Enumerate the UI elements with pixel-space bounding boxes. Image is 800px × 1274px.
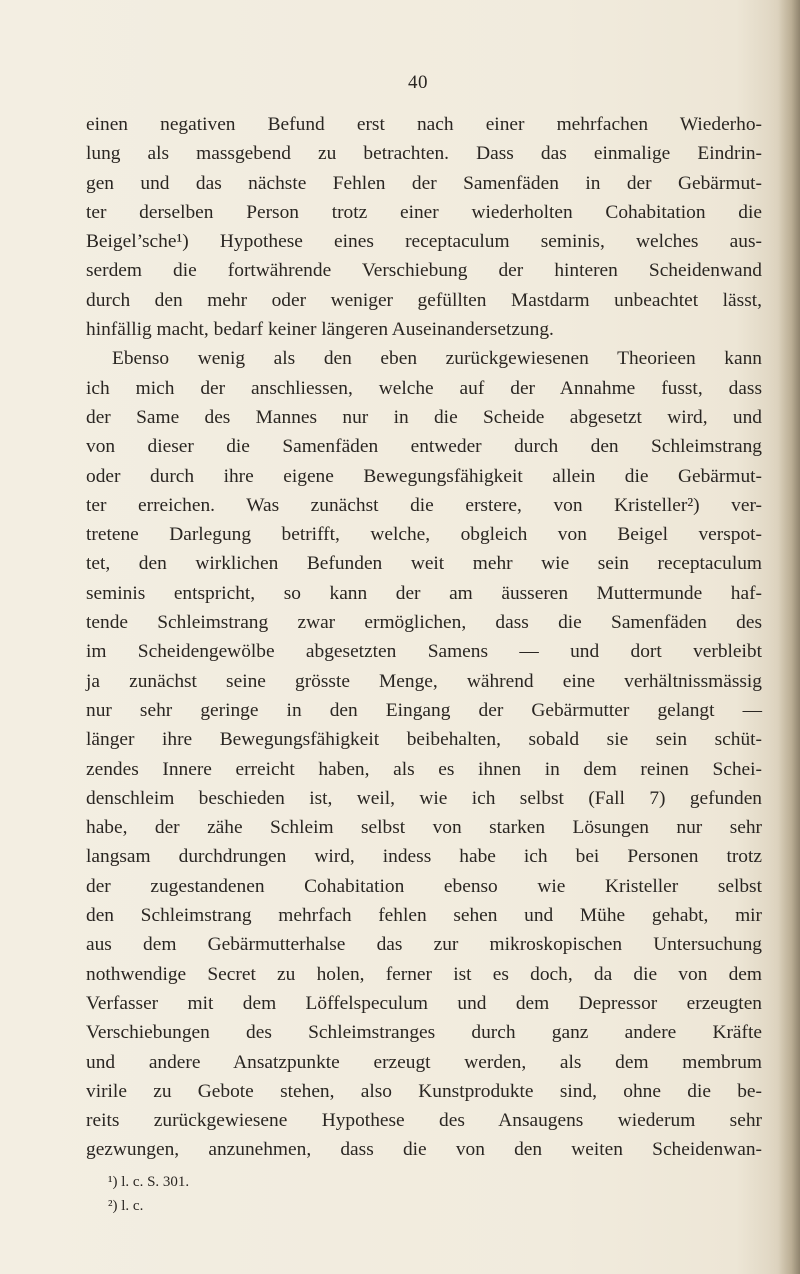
text-line: tet, den wirklichen Befunden weit mehr wie sein receptaculum	[86, 553, 762, 575]
text-line: der zugestandenen Cohabitation ebenso wie Kristeller selbst	[86, 875, 762, 897]
footnotes	[108, 1170, 189, 1218]
text-line: durch den mehr oder weniger gefüllten Mastdarm unbeachtet lässt,	[86, 289, 762, 311]
footnote-2: ²) l. c.	[108, 1198, 144, 1214]
text-line: den Schleimstrang mehrfach fehlen sehen und Mühe gehabt, mir	[86, 905, 762, 927]
text-line: oder durch ihre eigene Bewegungsfähigkeit allein die Gebärmut-	[86, 465, 762, 487]
page-binding-edge	[778, 0, 800, 1274]
text-line: der Same des Mannes nur in die Scheide abgesetzt wird, und	[86, 406, 762, 428]
text-line: von dieser die Samenfäden entweder durch den Schleimstrang	[86, 436, 762, 458]
text-line: hinfällig macht, bedarf keiner längeren Auseinandersetzung.	[86, 319, 554, 341]
text-line: langsam durchdrungen wird, indess habe ich bei Personen trotz	[86, 846, 762, 868]
text-line: ter erreichen. Was zunächst die erstere, von Kristeller²) ver-	[86, 494, 762, 516]
text-line: nothwendige Secret zu holen, ferner ist es doch, da die von dem	[86, 963, 762, 985]
text-line: habe, der zähe Schleim selbst von starken Lösungen nur sehr	[86, 817, 762, 839]
text-line: gezwungen, anzunehmen, dass die von den weiten Scheidenwan-	[86, 1139, 762, 1161]
text-line: tende Schleimstrang zwar ermöglichen, dass die Samenfäden des	[86, 612, 762, 634]
page-number: 40	[408, 72, 428, 93]
body-text	[86, 110, 762, 1165]
text-line: Verschiebungen des Schleimstranges durch ganz andere Kräfte	[86, 1022, 762, 1044]
text-line: seminis entspricht, so kann der am äusseren Muttermunde haf-	[86, 582, 762, 604]
text-line: im Scheidengewölbe abgesetzten Samens — und dort verbleibt	[86, 641, 762, 663]
text-line: einen negativen Befund erst nach einer mehrfachen Wiederho-	[86, 114, 762, 135]
footnote-1: ¹) l. c. S. 301.	[108, 1174, 190, 1190]
text-line: Ebenso wenig als den eben zurückgewiesenen Theorieen kann	[112, 348, 762, 370]
text-line: tretene Darlegung betrifft, welche, obgleich von Beigel verspot-	[86, 524, 762, 546]
text-line: aus dem Gebärmutterhalse das zur mikroskopischen Untersuchung	[86, 934, 762, 956]
text-line: zendes Innere erreicht haben, als es ihnen in dem reinen Schei-	[86, 758, 762, 780]
text-line: länger ihre Bewegungsfähigkeit beibehalten, sobald sie sein schüt-	[86, 729, 762, 751]
text-line: virile zu Gebote stehen, also Kunstprodukte sind, ohne die be-	[86, 1080, 762, 1102]
text-line: denschleim beschieden ist, weil, wie ich selbst (Fall 7) gefunden	[86, 787, 762, 809]
text-line: Beigel’sche¹) Hypothese eines receptaculum seminis, welches aus-	[86, 231, 762, 253]
text-line: reits zurückgewiesene Hypothese des Ansaugens wiederum sehr	[86, 1110, 762, 1132]
text-line: nur sehr geringe in den Eingang der Gebärmutter gelangt —	[86, 699, 762, 721]
text-line: serdem die fortwährende Verschiebung der hinteren Scheidenwand	[86, 260, 762, 282]
text-line: und andere Ansatzpunkte erzeugt werden, als dem membrum	[86, 1051, 762, 1073]
text-line: Verfasser mit dem Löffelspeculum und dem Depressor erzeugten	[86, 992, 762, 1014]
text-line: lung als massgebend zu betrachten. Dass das einmalige Eindrin-	[86, 143, 762, 165]
text-line: gen und das nächste Fehlen der Samenfäden in der Gebärmut-	[86, 172, 762, 194]
text-line: ich mich der anschliessen, welche auf der Annahme fusst, dass	[86, 377, 762, 399]
text-line: ter derselben Person trotz einer wiederholten Cohabitation die	[86, 201, 762, 223]
text-line: ja zunächst seine grösste Menge, während eine verhältnissmässig	[86, 670, 762, 692]
